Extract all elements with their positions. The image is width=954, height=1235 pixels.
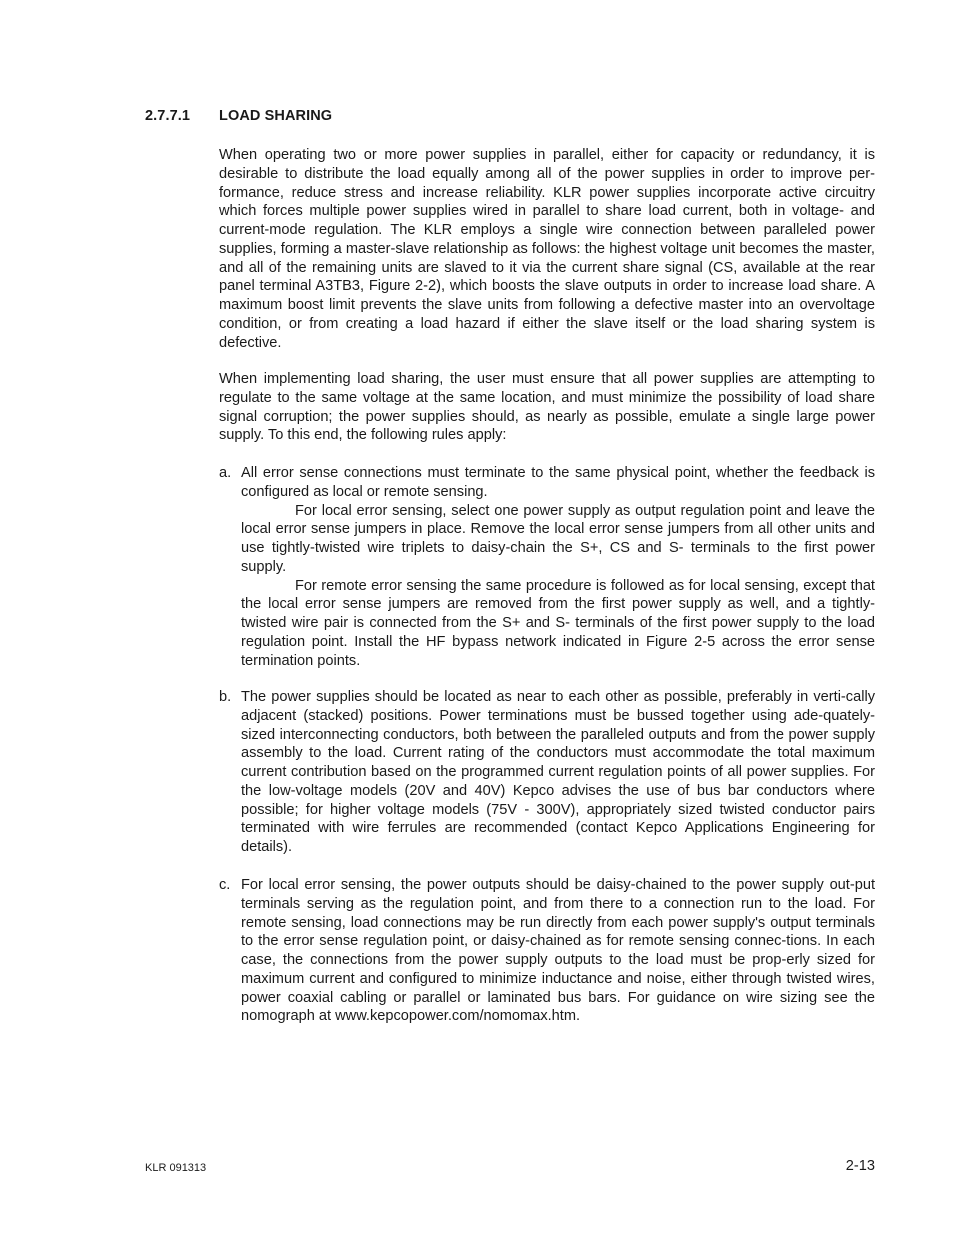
section-heading bbox=[145, 108, 332, 124]
rule-marker: b. bbox=[219, 689, 232, 705]
footer-doc-id: KLR 091313 bbox=[145, 1162, 207, 1174]
section-number: 2.7.7.1 bbox=[145, 108, 191, 124]
section-title: LOAD SHARING bbox=[219, 108, 333, 124]
rule-b bbox=[219, 688, 875, 857]
paragraph-intro: When operating two or more power supplies in parallel, either for capacity or redundancy, it is desirable to distribute the load equally among all of the power supplies in order to improve per-formance, reduce stress and increase reliability. KLR power supplies incorporate active circuitry which forces multiple power supplies wired in parallel to share load current, both in voltage- and current-mode regulation. The KLR employs a single wire connection between paralleled power supplies, forming a master-slave relationship as follows: the highest voltage unit becomes the master, and all of the remaining units are slaved to it via the current share signal (CS, available at the rear panel terminal A3TB3, Figure 2-2), which boosts the slave outputs in order to increase load share. A maximum boost limit prevents the slave units from following a defective master into an overvoltage condition, or from creating a load hazard if either the slave itself or the load sharing system is defective. bbox=[219, 147, 875, 351]
rule-a-remote-sensing: For remote error sensing the same procedure is followed as for local sensing, except that the local error sense jumpers are removed from the first power supply as well, and a tightly-twisted wire pair is connected from the S+ and S- terminals of the first power supply to the load regulation point. Install the HF bypass network indicated in Figure 2-5 across the error sense termination points. bbox=[241, 577, 875, 669]
rule-b-text: The power supplies should be located as near to each other as possible, preferably in verti-cally adjacent (stacked) positions. Power terminations must be bussed together using ade-quately-sized interconnecting conductors, both between the paralleled outputs and from the power supply assembly to the load. Current rating of the conductors must accommodate the total maximum current contribution based on the programmed current regulation points of all power supplies. For the low-voltage models (20V and 40V) Kepco advises the use of bus bar conductors where possible; for higher voltage models (75V - 300V), appropriately sized twisted conductor pairs terminated with wire ferrules are recommended (contact Kepco Applications Engineering for details). bbox=[241, 689, 875, 855]
paragraph-rules-intro: When implementing load sharing, the user must ensure that all power supplies are attempting to regulate to the same voltage at the same location, and must minimize the possibility of load share signal corruption; the power supplies should, as nearly as possible, emulate a single large power supply. To this end, the following rules apply: bbox=[219, 371, 875, 444]
rule-c-text: For local error sensing, the power outputs should be daisy-chained to the power supply out-put terminals serving as the regulation point, and from there to a connection run to the load. For remote sensing, load connections may be run directly from each power supply's output terminals to the error sense regulation point, or daisy-chained as for remote sensing connec-tions. In each case, the connections from the power supply outputs to the load must be prop-erly sized for maximum current and configured to minimize inductance and noise, either through twisted wires, power coaxial cabling or parallel or laminated bus bars. For guidance on wire sizing see the nomograph at www.kepcopower.com/nomomax.htm. bbox=[241, 877, 875, 1025]
rule-a-local-sensing: For local error sensing, select one power supply as output regulation point and leave the local error sense jumpers in place. Remove the local error sense jumpers from all other units and use tightly-twisted wire triplets to daisy-chain the S+, CS and S- terminals to the first power supply. bbox=[241, 502, 875, 575]
rule-a-lead: All error sense connections must terminate to the same physical point, whether the feedback is configured as local or remote sensing. bbox=[241, 465, 875, 500]
rule-a bbox=[219, 464, 875, 670]
footer-page-number: 2-13 bbox=[845, 1158, 875, 1174]
rule-c bbox=[219, 876, 875, 1026]
rule-marker: a. bbox=[219, 465, 232, 481]
rule-marker: c. bbox=[219, 877, 231, 893]
